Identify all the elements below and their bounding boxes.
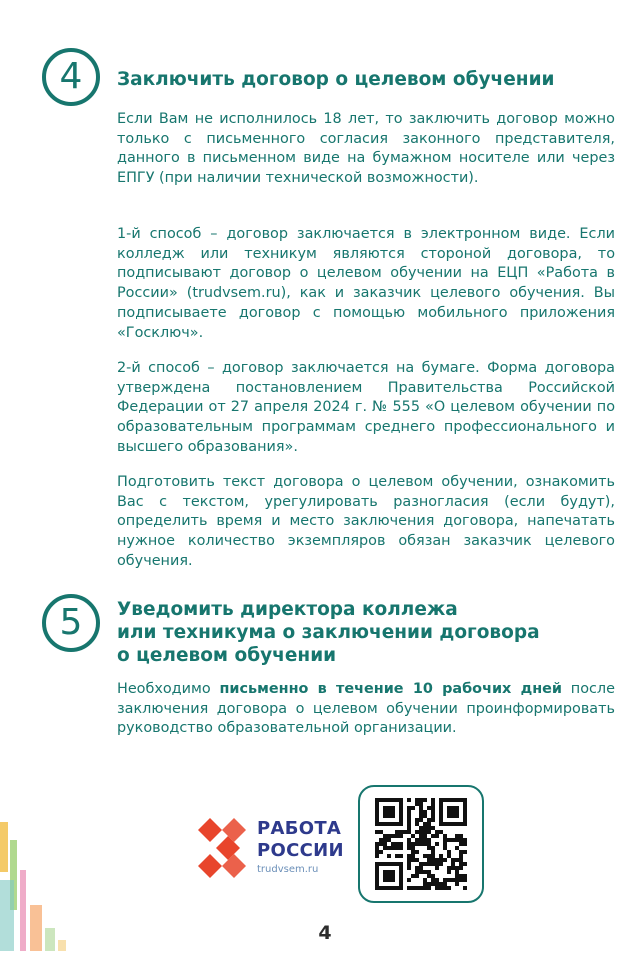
- step-4-number-circle: [42, 48, 100, 106]
- step-5-number-circle: [42, 594, 100, 652]
- logo-title: [257, 818, 344, 862]
- step-5-text-after: после заключения договора о целевом обучении проинформировать руководство образовательной организации.: [117, 681, 615, 737]
- step-5-number: 5: [59, 602, 83, 643]
- step-4-title: Заключить договор о целевом обучении: [117, 69, 555, 90]
- rabota-rossii-logo-icon: [194, 810, 254, 890]
- step-4-paragraph-1: Если Вам не исполнилось 18 лет, то заключить договор можно только с письменного согласия законного представителя, данного в письменном виде на бумажном носителе или через ЕПГУ (при наличии технической возможности).: [117, 111, 615, 187]
- step-5-title-line-2: или техникума о заключении договора: [117, 622, 540, 643]
- step-5-title: [117, 598, 540, 667]
- step-5-text-bold: письменно в течение 10 рабочих дней: [219, 681, 562, 697]
- logo-line-2: РОССИИ: [257, 840, 344, 861]
- page-number: 4: [318, 922, 332, 944]
- step-5-text-before: Необходимо: [117, 681, 220, 697]
- step-5-title-line-3: о целевом обучении: [117, 645, 337, 666]
- logo-url: trudvsem.ru: [257, 864, 319, 875]
- step-4-paragraph-4: Подготовить текст договора о целевом обучении, ознакомить Вас с текстом, урегулировать разногласия (если будут), определить время и место заключения договора, напечатать нужное количество экземпляров обязан заказчик целевого обучения.: [117, 474, 615, 569]
- logo-line-1: РАБОТА: [257, 818, 342, 839]
- step-5-paragraph: [117, 680, 615, 739]
- qr-code-frame: [358, 785, 484, 903]
- decor-strips: [0, 810, 70, 951]
- step-4-paragraph-3: 2-й способ – договор заключается на бумаге. Форма договора утверждена постановлением Правительства Российской Федерации от 27 апреля 2024 г. № 555 «О целевом обучении по образовательным программам среднего профессионального и высшего образования».: [117, 360, 615, 455]
- step-5-title-line-1: Уведомить директора коллежа: [117, 599, 458, 620]
- rabota-rossii-logo: [194, 810, 354, 890]
- step-4-paragraph-2: 1-й способ – договор заключается в электронном виде. Если колледж или техникум являются стороной договора, то подписывают договор о целевом обучении на ЕЦП «Работа в России» (trudvsem.ru), как и заказчик целевого обучения. Вы подписываете договор с помощью мобильного приложения «Госключ».: [117, 226, 615, 341]
- qr-code-icon[interactable]: [375, 798, 467, 890]
- step-4-number: 4: [59, 56, 83, 97]
